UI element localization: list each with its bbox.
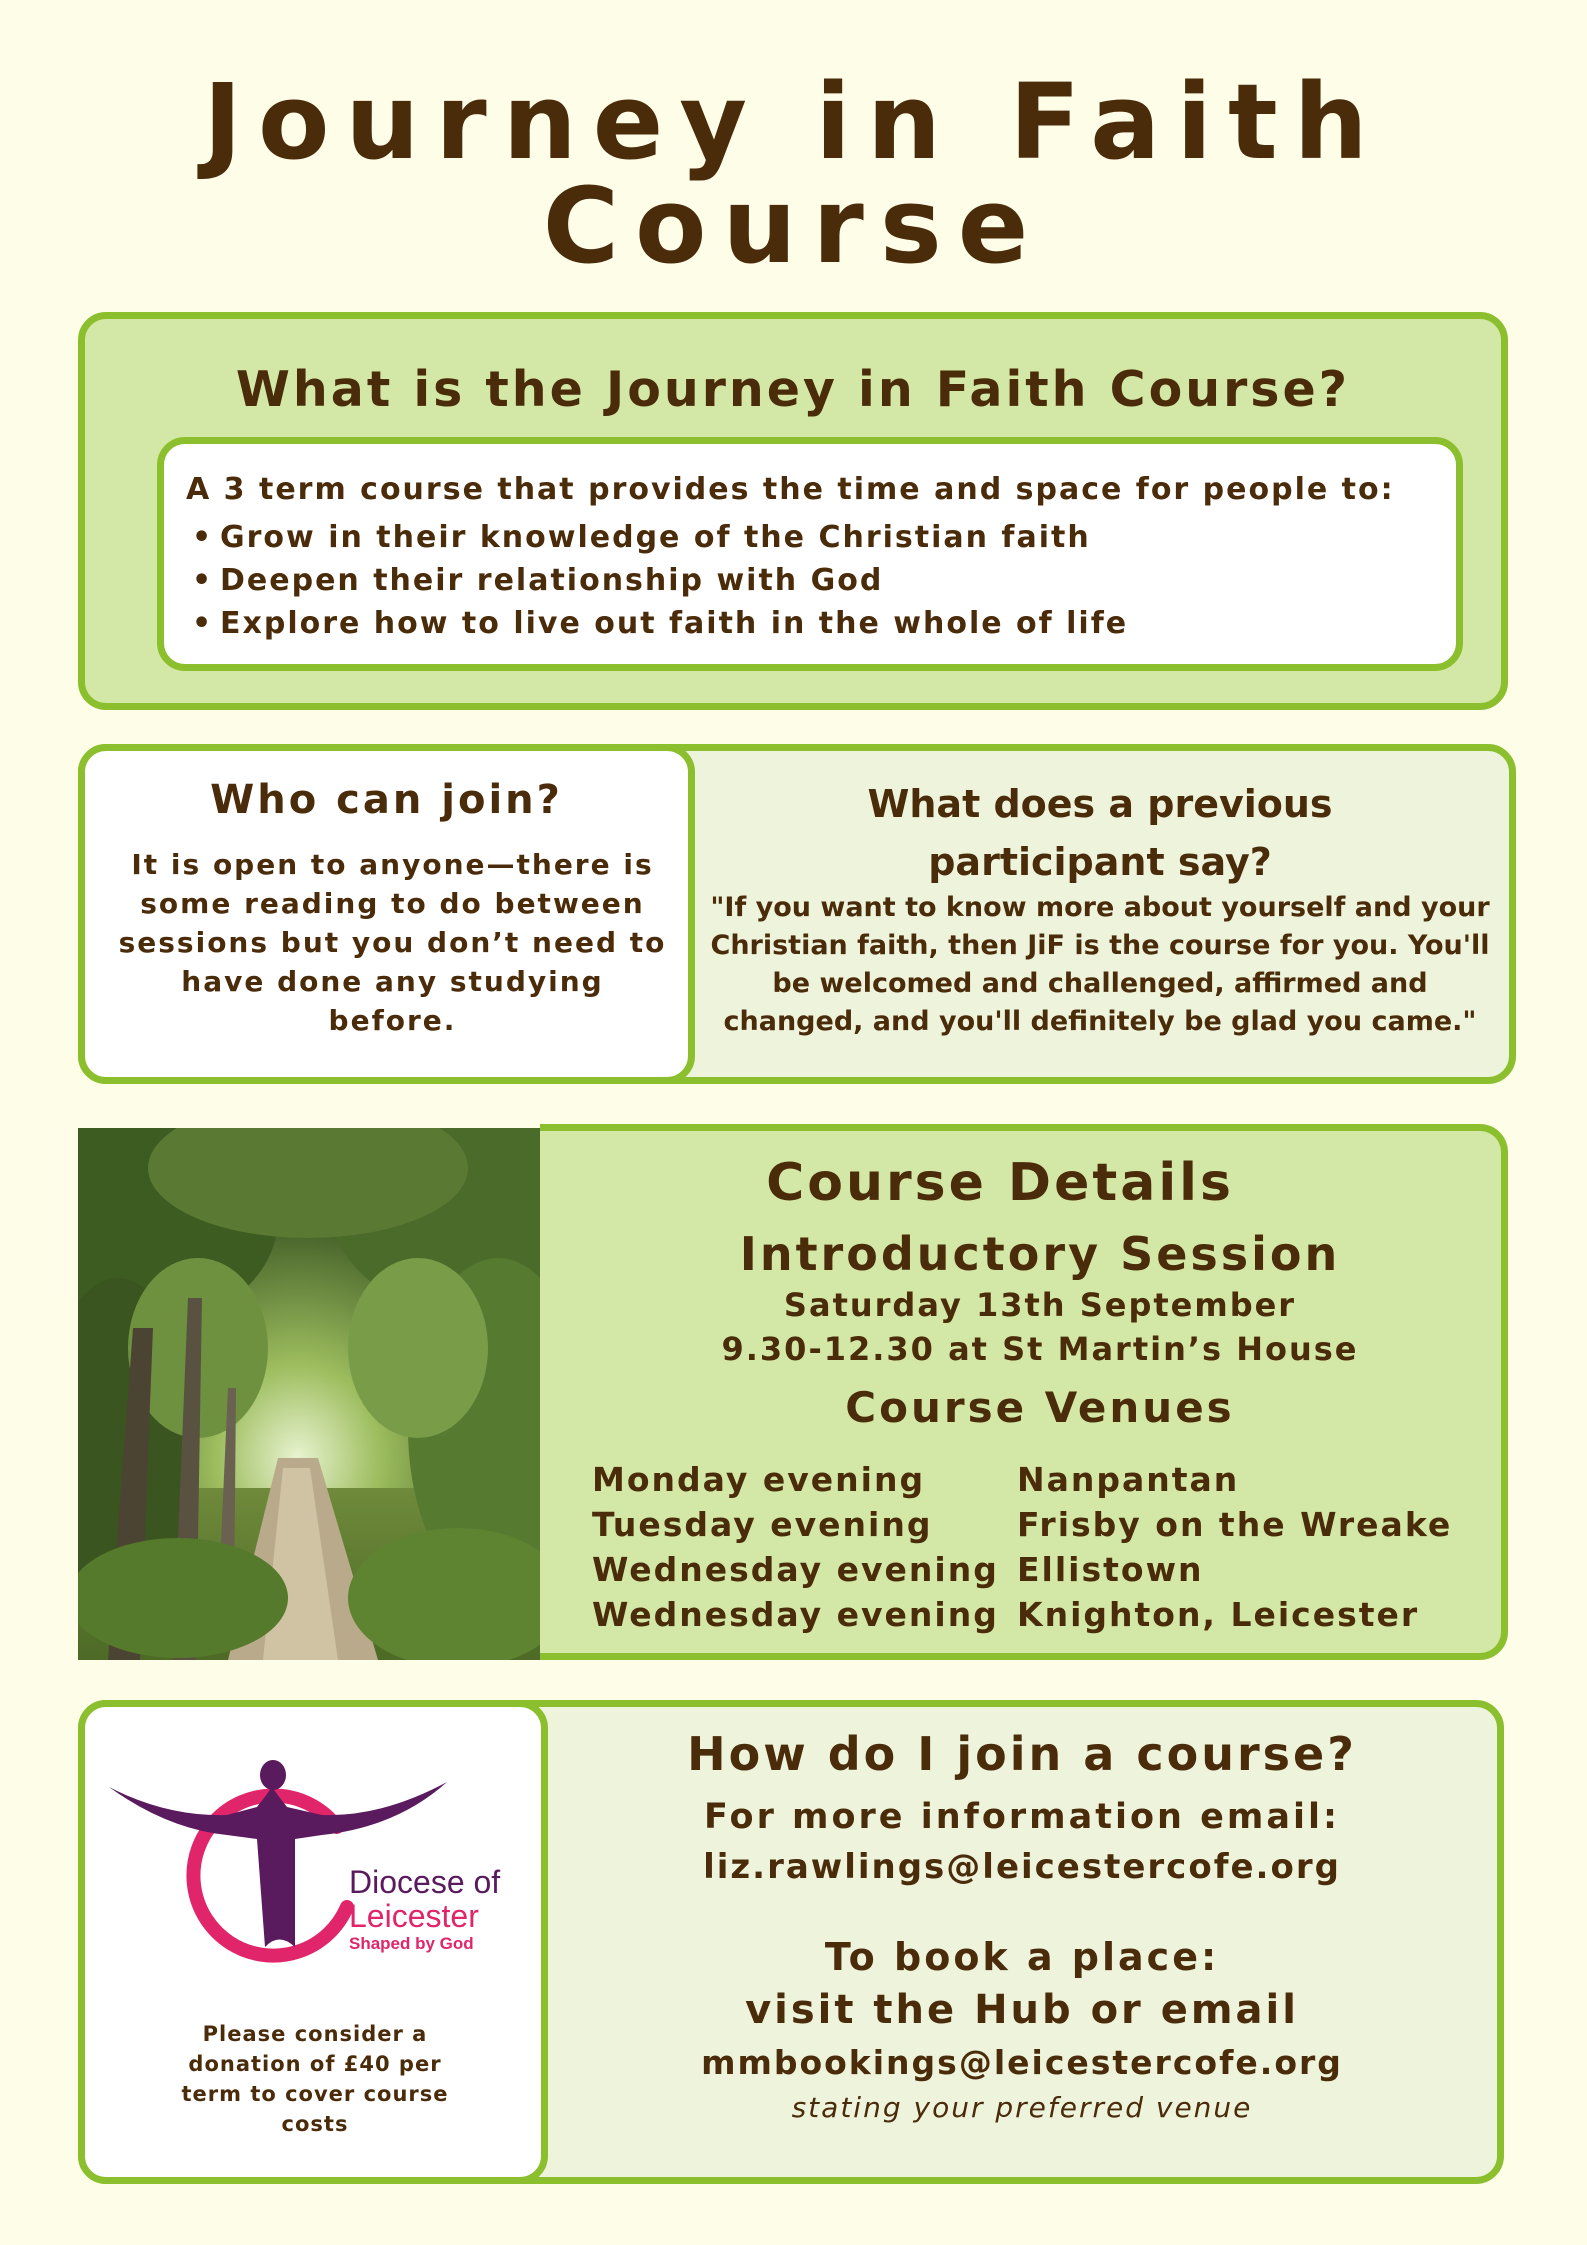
join-heading: How do I join a course? xyxy=(687,1727,1357,1781)
logo-tagline: Shaped by God xyxy=(349,1934,474,1953)
course-details-section xyxy=(540,1124,1508,1660)
venue-row xyxy=(592,1592,1452,1637)
bullet-item: • Explore how to live out faith in the whole of life xyxy=(186,602,1128,645)
book-note: stating your preferred venue xyxy=(791,2091,1253,2124)
intro-session-heading: Introductory Session xyxy=(739,1227,1341,1281)
diocese-logo xyxy=(107,1757,527,1972)
who-and-testimonial-section xyxy=(78,744,1516,1084)
intro-session-time: 9.30-12.30 at St Martin’s House xyxy=(721,1330,1359,1368)
intro-session-date: Saturday 13th September xyxy=(783,1286,1297,1324)
what-is-bullet-list xyxy=(186,516,1128,645)
what-is-content-box xyxy=(157,437,1463,671)
book-label-2: visit the Hub or email xyxy=(745,1987,1299,2033)
testimonial-quote: "If you want to know more about yourself and your Christian faith, then JiF is the course for you. You'll be welcomed and challenged, affirmed and changed, and you'll definitely be glad you came." xyxy=(710,892,1490,1037)
info-email-link[interactable]: liz.rawlings@leicestercofe.org xyxy=(703,1847,1341,1887)
venue-row xyxy=(592,1547,1452,1592)
page-title xyxy=(0,61,1587,287)
who-can-join-text: It is open to anyone—there is some reading to do between sessions but you don’t need to have done any studying before. xyxy=(118,848,667,1037)
title-line-1: Journey in Faith xyxy=(203,61,1384,183)
what-is-section xyxy=(78,312,1508,710)
venues-list xyxy=(592,1457,1452,1637)
logo-line-1: Diocese of xyxy=(349,1864,501,1900)
book-email-link[interactable]: mmbookings@leicestercofe.org xyxy=(701,2043,1343,2082)
book-label-1: To book a place: xyxy=(824,1935,1220,1979)
venue-row xyxy=(592,1457,1452,1502)
how-to-join-section xyxy=(78,1700,1504,2184)
logo-line-2: Leicester xyxy=(349,1898,479,1934)
woodland-path-photo xyxy=(78,1128,546,1660)
venue-place: Knighton, Leicester xyxy=(1017,1595,1420,1634)
bullet-item: • Deepen their relationship with God xyxy=(186,559,1128,602)
donation-note: Please consider a donation of £40 per term to cover course costs xyxy=(181,2022,449,2136)
venue-day: Wednesday evening xyxy=(592,1550,999,1589)
venues-heading: Course Venues xyxy=(845,1383,1235,1432)
who-can-join-box xyxy=(78,744,695,1084)
venue-place: Frisby on the Wreake xyxy=(1017,1505,1453,1544)
testimonial-heading-line-1: What does a previous xyxy=(867,782,1333,826)
testimonial-heading-line-2: participant say? xyxy=(928,840,1272,884)
course-details-heading: Course Details xyxy=(766,1153,1234,1213)
venue-day: Monday evening xyxy=(592,1460,926,1499)
what-is-intro: A 3 term course that provides the time and space for people to: xyxy=(186,472,1395,507)
venue-place: Nanpantan xyxy=(1017,1460,1240,1499)
info-label: For more information email: xyxy=(704,1797,1340,1837)
venue-day: Tuesday evening xyxy=(592,1505,933,1544)
venue-row xyxy=(592,1502,1452,1547)
venue-day: Wednesday evening xyxy=(592,1595,999,1634)
intro-session-info xyxy=(540,1283,1540,1371)
logo-text xyxy=(349,1865,500,1955)
venue-place: Ellistown xyxy=(1017,1550,1204,1589)
testimonial-heading xyxy=(705,775,1495,891)
title-line-2: Course xyxy=(542,165,1045,287)
bullet-item: • Grow in their knowledge of the Christian faith xyxy=(186,516,1128,559)
logo-donation-box xyxy=(78,1700,548,2184)
what-is-heading: What is the Journey in Faith Course? xyxy=(235,361,1351,418)
who-can-join-heading: Who can join? xyxy=(210,777,563,823)
